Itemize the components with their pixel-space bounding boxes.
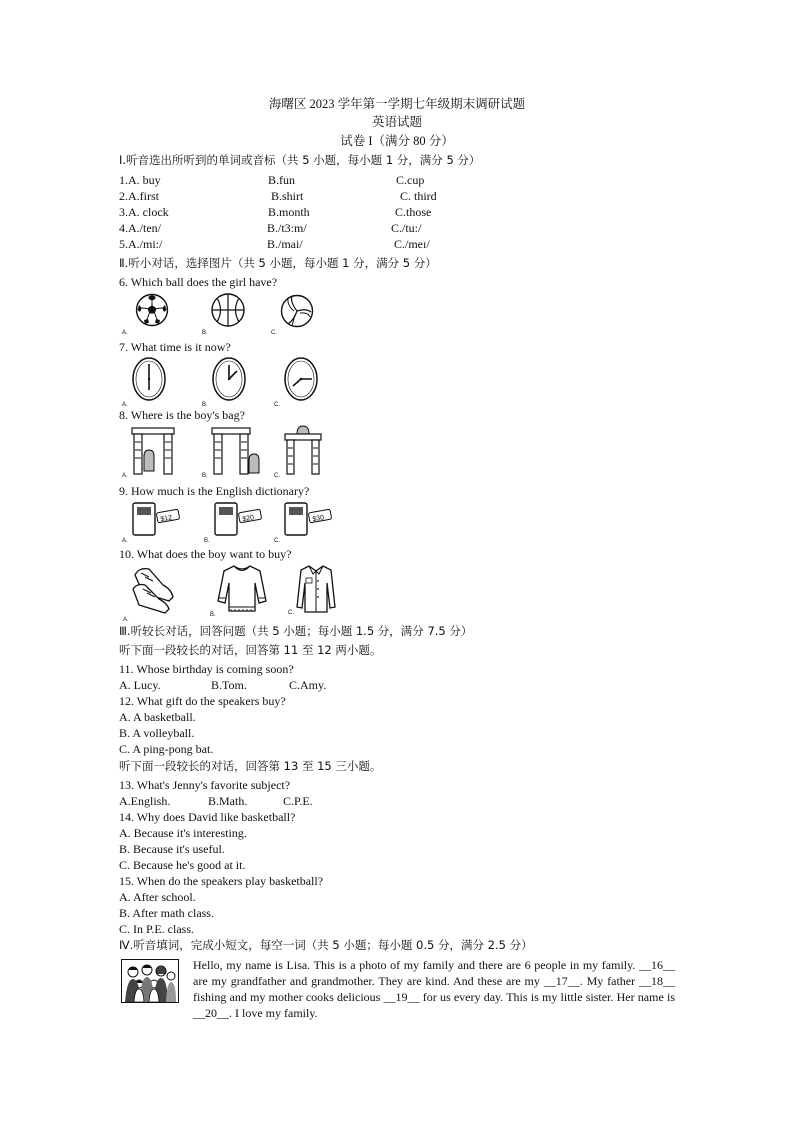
q5-option-b: B./mai/ — [267, 237, 303, 251]
q14-option-a: A. Because it's interesting. — [119, 826, 247, 840]
q14-option-b: B. Because it's useful. — [119, 842, 225, 856]
q8-label-b: B. — [202, 473, 208, 479]
q7-label-a: A. — [122, 402, 128, 408]
q4-option-b: B./t3:m/ — [267, 221, 307, 235]
q6-label-a: A. — [122, 330, 128, 336]
q12-text: 12. What gift do the speakers buy? — [119, 694, 286, 708]
q11-text: 11. Whose birthday is coming soon? — [119, 662, 294, 676]
section-3-heading: Ⅲ.听较长对话，回答问题（共 5 小题；每小题 1.5 分，满分 7.5 分） — [119, 624, 473, 638]
q15-option-b: B. After math class. — [119, 906, 214, 920]
sweater-icon — [216, 563, 268, 615]
q2-option-c: C. third — [400, 189, 437, 203]
price-tag-b: $20 — [241, 514, 255, 524]
q10-label-b: B. — [210, 612, 216, 618]
family-photo-image — [121, 959, 179, 1003]
q9-text: 9. How much is the English dictionary? — [119, 484, 310, 498]
q13-option-a: A.English. — [119, 794, 171, 808]
q13-option-c: C.P.E. — [283, 794, 313, 808]
q13-text: 13. What's Jenny's favorite subject? — [119, 778, 291, 792]
family-passage: Hello, my name is Lisa. This is a photo of my family and there are 6 people in my family. __16__ are my grandfather and grandmother. They are kind. And these are my __17__. My father __18__ fishing and my mother cooks delicious __19__ for us every day. This is my little sister. Her name is __20__. I love my family. — [193, 958, 675, 1020]
q3-option-a: 3.A. clock — [119, 205, 169, 219]
q15-option-a: A. After school. — [119, 890, 196, 904]
section-3-intro-2: 听下面一段较长的对话，回答第 13 至 15 三小题。 — [119, 759, 382, 773]
section-3-intro-1: 听下面一段较长的对话，回答第 11 至 12 两小题。 — [119, 643, 382, 657]
volleyball-icon — [280, 292, 314, 330]
shirt-icon — [295, 563, 337, 615]
dictionary-c-icon — [283, 501, 333, 537]
price-tag-a: $12 — [159, 514, 173, 524]
desk-bag-outside-icon — [210, 426, 260, 476]
section-2-heading: Ⅱ.听小对话，选择图片（共 5 小题，每小题 1 分，满分 5 分） — [119, 256, 437, 270]
desk-bag-on-top-icon — [283, 422, 323, 476]
q10-text: 10. What does the boy want to buy? — [119, 547, 292, 561]
q8-text: 8. Where is the boy's bag? — [119, 408, 245, 422]
q15-option-c: C. In P.E. class. — [119, 922, 194, 936]
q6-label-b: B. — [202, 330, 208, 336]
q9-label-c: C. — [274, 538, 280, 544]
paper-label: 试卷 I（满分 80 分） — [340, 134, 454, 148]
clock-b-icon — [211, 356, 247, 402]
q6-text: 6. Which ball does the girl have? — [119, 275, 278, 289]
q7-text: 7. What time is it now? — [119, 340, 231, 354]
q10-label-a: A. — [123, 617, 129, 623]
q14-text: 14. Why does David like basketball? — [119, 810, 296, 824]
q12-option-a: A. A basketball. — [119, 710, 196, 724]
q11-option-b: B.Tom. — [211, 678, 247, 692]
q3-option-b: B.month — [268, 205, 310, 219]
q13-option-b: B.Math. — [208, 794, 248, 808]
dictionary-b-icon — [213, 501, 263, 537]
sneakers-icon — [129, 563, 177, 615]
q4-option-a: 4.A./ten/ — [119, 221, 161, 235]
basketball-icon — [210, 290, 246, 330]
q11-option-c: C.Amy. — [289, 678, 327, 692]
price-tag-c: $30 — [311, 514, 325, 524]
dictionary-a-icon — [131, 501, 181, 537]
exam-title: 海曙区 2023 学年第一学期七年级期末调研试题 — [268, 97, 526, 111]
q3-option-c: C.those — [395, 205, 432, 219]
q9-label-a: A. — [122, 538, 128, 544]
clock-a-icon — [131, 356, 167, 402]
q7-label-b: B. — [202, 402, 208, 408]
q8-label-a: A. — [122, 473, 128, 479]
q15-text: 15. When do the speakers play basketball? — [119, 874, 324, 888]
q2-option-b: B.shirt — [271, 189, 304, 203]
q9-label-b: B. — [204, 538, 210, 544]
soccer-ball-icon — [135, 292, 169, 328]
q1-option-b: B.fun — [268, 173, 295, 187]
q8-label-c: C. — [274, 473, 280, 479]
q4-option-c: C./tu:/ — [391, 221, 422, 235]
q1-option-c: C.cup — [396, 173, 425, 187]
q6-label-c: C. — [271, 330, 277, 336]
desk-bag-beside-icon — [130, 426, 176, 476]
section-1-heading: I.听音选出所听到的单词或音标（共 5 小题，每小题 1 分，满分 5 分） — [119, 153, 481, 167]
clock-c-icon — [283, 356, 319, 402]
q12-option-b: B. A volleyball. — [119, 726, 195, 740]
q5-option-a: 5.A./mi:/ — [119, 237, 163, 251]
q10-label-c: C. — [288, 610, 294, 616]
section-4-heading: Ⅳ.听音填词，完成小短文，每空一词（共 5 小题；每小题 0.5 分，满分 2.5 分） — [119, 938, 533, 952]
exam-subject: 英语试题 — [371, 115, 422, 129]
q11-option-a: A. Lucy. — [119, 678, 161, 692]
q7-label-c: C. — [274, 402, 280, 408]
q5-option-c: C./meɪ/ — [394, 237, 430, 251]
q1-option-a: 1.A. buy — [119, 173, 161, 187]
q2-option-a: 2.A.first — [119, 189, 159, 203]
q14-option-c: C. Because he's good at it. — [119, 858, 246, 872]
q12-option-c: C. A ping-pong bat. — [119, 742, 214, 756]
